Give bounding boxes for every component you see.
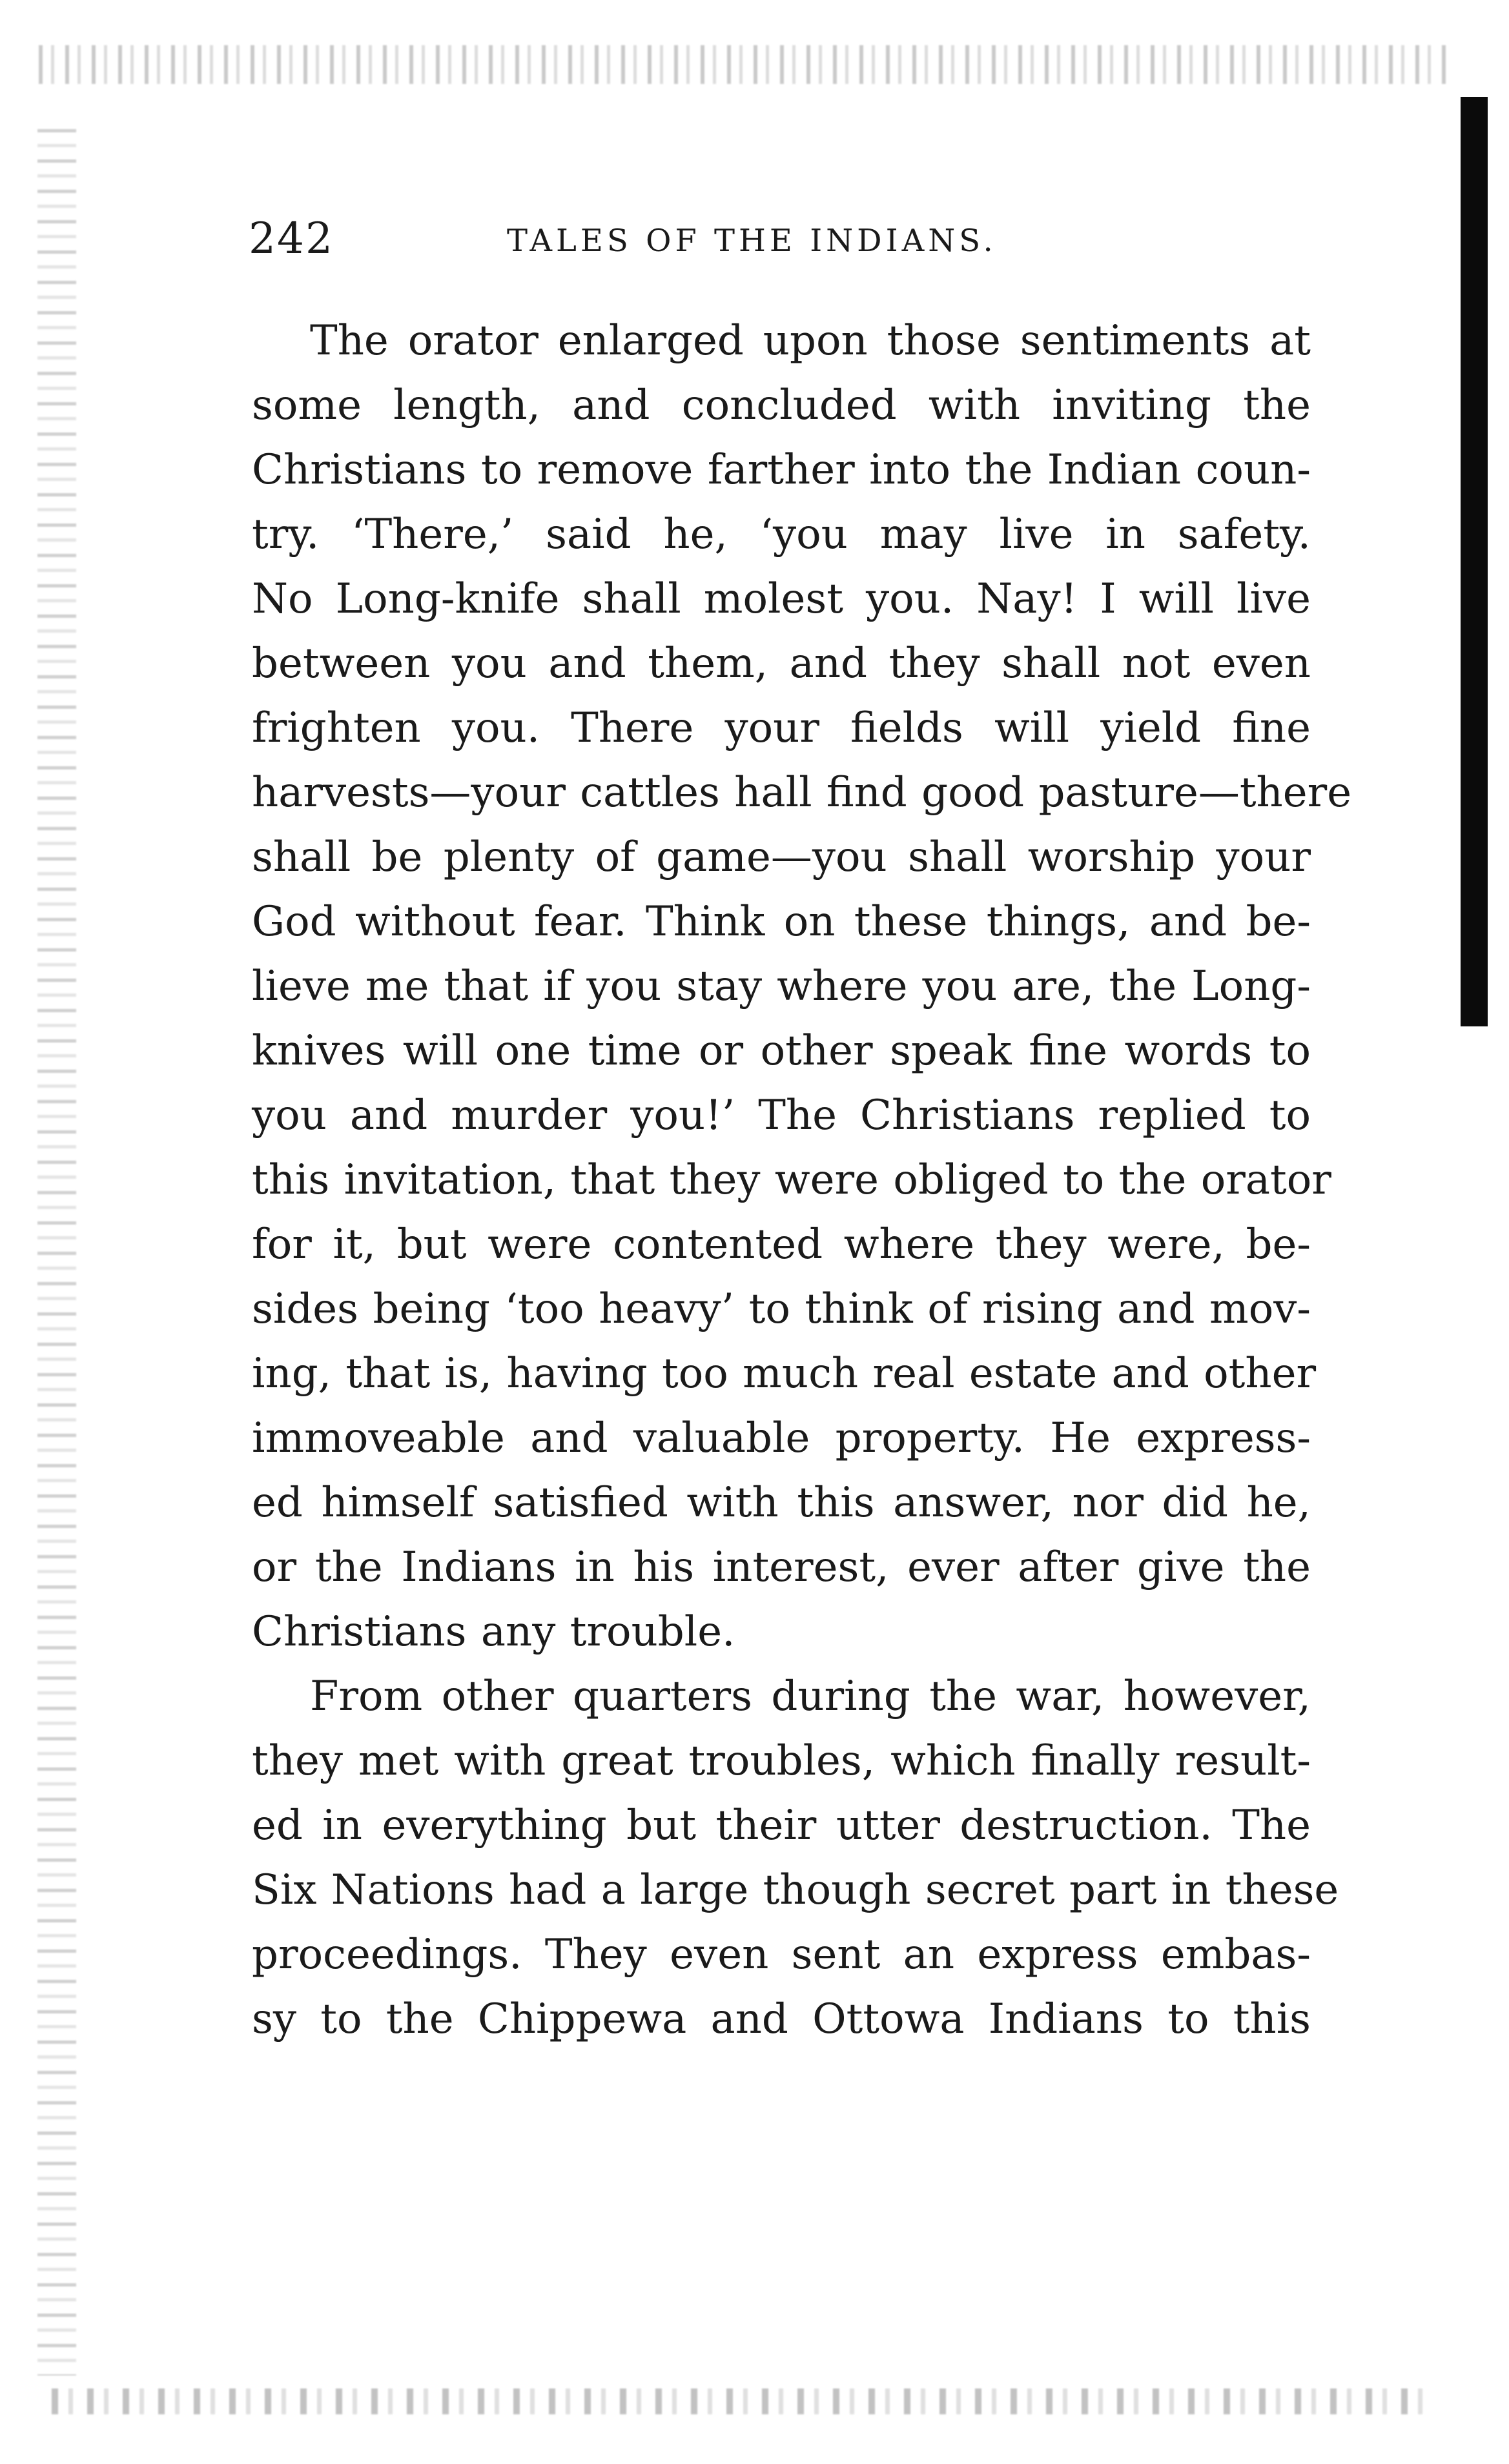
text-line: you and murder you!’ The Christians replied to [252, 1092, 1311, 1139]
text-line: ing, that is, having too much real estate and other [252, 1350, 1317, 1398]
text-line: sides being ‘too heavy’ to think of rising and mov- [252, 1285, 1311, 1333]
text-line: harvests—your cattles hall find good pasture—there [252, 769, 1352, 817]
text-line: Christians to remove farther into the Indian coun- [252, 446, 1311, 494]
text-line: God without fear. Think on these things, and be- [252, 898, 1311, 946]
scan-edge-bottom [52, 2388, 1433, 2414]
text-line: between you and them, and they shall not even [252, 640, 1311, 687]
text-line: ed himself satisfied with this answer, nor did he, [252, 1479, 1311, 1527]
scan-edge-top [39, 45, 1446, 84]
scan-edge-left [37, 129, 76, 2376]
text-line: some length, and concluded with inviting the [252, 382, 1311, 429]
body-text [252, 309, 1352, 2052]
text-line: From other quarters during the war, however, [310, 1673, 1311, 1720]
text-line: Christians any trouble. [252, 1608, 735, 1656]
text-line: try. ‘There,’ said he, ‘you may live in safety. [252, 511, 1311, 558]
text-line: The orator enlarged upon those sentiments at [310, 317, 1311, 365]
text-line: lieve me that if you stay where you are, the Long- [252, 962, 1311, 1010]
text-line: knives will one time or other speak fine words to [252, 1027, 1311, 1075]
running-head [249, 213, 1295, 265]
page-number: 242 [249, 214, 334, 263]
text-line: frighten you. There your fields will yield fine [252, 704, 1311, 752]
text-line: or the Indians in his interest, ever after give the [252, 1543, 1311, 1591]
text-line: ed in everything but their utter destruction. The [252, 1802, 1311, 1849]
text-line: proceedings. They even sent an express embas- [252, 1931, 1311, 1979]
text-line: they met with great troubles, which finally result- [252, 1737, 1311, 1785]
text-line: for it, but were contented where they were, be- [252, 1221, 1311, 1268]
text-line: shall be plenty of game—you shall worship your [252, 833, 1311, 881]
text-line: sy to the Chippewa and Ottowa Indians to this [252, 1995, 1311, 2043]
text-line: this invitation, that they were obliged to the orator [252, 1156, 1331, 1204]
text-line: Six Nations had a large though secret part in these [252, 1866, 1339, 1914]
running-head-title: TALES OF THE INDIANS. [507, 223, 997, 259]
text-line: No Long-knife shall molest you. Nay! I will live [252, 575, 1311, 623]
text-line: immoveable and valuable property. He express- [252, 1414, 1311, 1462]
binding-shadow [1461, 97, 1488, 1026]
